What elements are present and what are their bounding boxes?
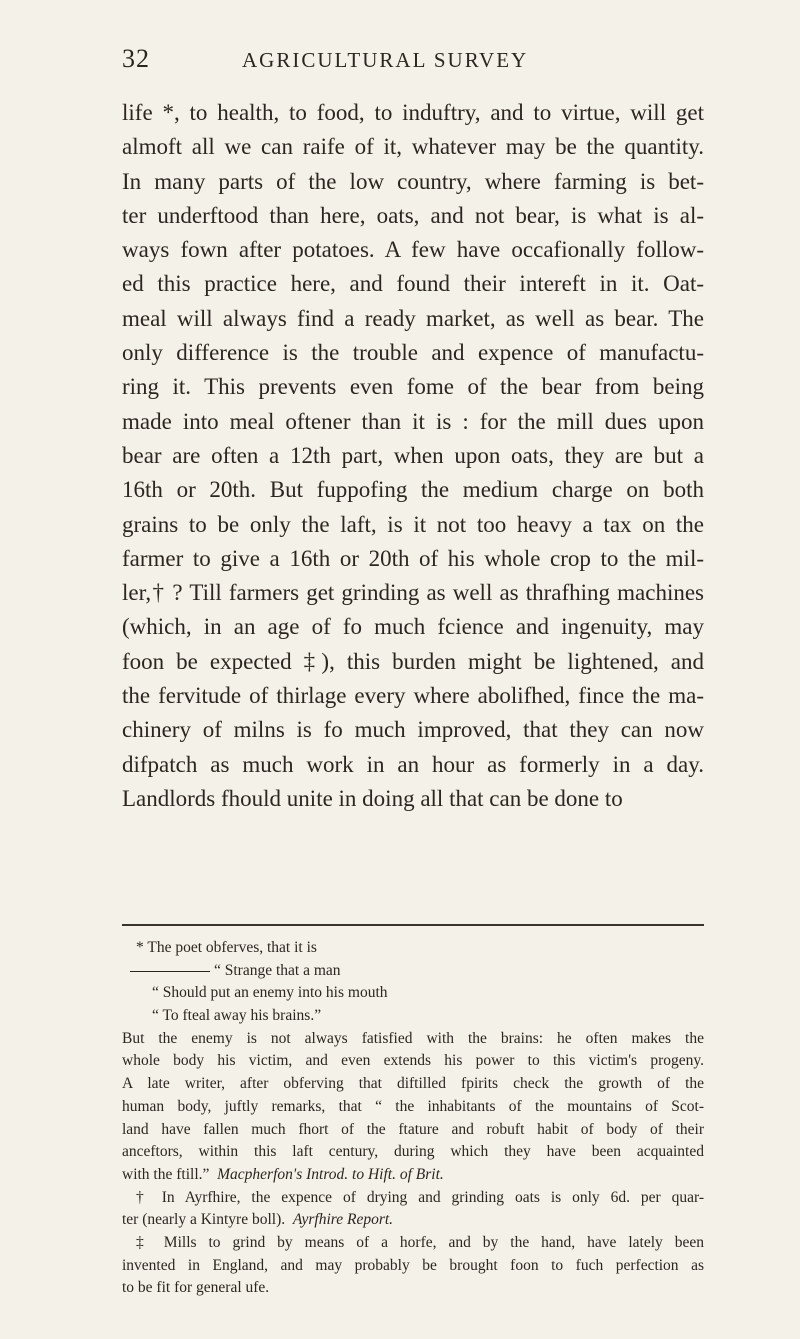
text-line: ways fown after potatoes. A few have occafionally follow- bbox=[122, 237, 704, 263]
footnote-line: to be fit for general ufe. bbox=[122, 1279, 270, 1297]
text-line: almoft all we can raife of it, whatever may be the quantity. bbox=[122, 134, 704, 160]
footnote-line: But the enemy is not always fatisfied with the brains: he often makes the bbox=[122, 1029, 704, 1047]
text-line: the fervitude of thirlage every where abolifhed, fince the ma- bbox=[122, 683, 704, 709]
em-dash-rule bbox=[130, 971, 210, 972]
text-line: meal will always find a ready market, as well as bear. The bbox=[122, 305, 704, 331]
running-title: AGRICULTURAL SURVEY bbox=[242, 48, 529, 72]
footnote-line bbox=[122, 1164, 704, 1187]
text-line: life *, to health, to food, to induftry, and to virtue, will get bbox=[122, 100, 704, 125]
footnote-divider bbox=[122, 924, 704, 926]
footnotes bbox=[122, 937, 704, 1300]
footnote-line: * The poet obferves, that it is bbox=[136, 939, 317, 956]
verse-text: “ Strange that a man bbox=[214, 961, 341, 979]
footnote-line: whole body his victim, and even extends his power to this victim's progeny. bbox=[122, 1052, 704, 1070]
footnote-line bbox=[122, 1209, 704, 1232]
footnote-text: with the ftill.” bbox=[122, 1165, 210, 1183]
text-line: ring it. This prevents even fome of the bear from being bbox=[122, 374, 704, 400]
text-line: farmer to give a 16th or 20th of his whole crop to the mil- bbox=[122, 545, 704, 571]
text-line: ed this practice here, and found their intereft in it. Oat- bbox=[122, 271, 704, 297]
text-line: only difference is the trouble and expence of manufactu- bbox=[122, 340, 704, 366]
footnote-source: Ayrfhire Report. bbox=[292, 1211, 394, 1229]
text-line: made into meal oftener than it is : for the mill dues upon bbox=[122, 408, 704, 434]
text-line: Landlords fhould unite in doing all that can be done to bbox=[122, 785, 623, 811]
footnote-line: human body, juftly remarks, that “ the inhabitants of the mountains of Scot- bbox=[122, 1097, 704, 1115]
verse-line bbox=[122, 960, 704, 983]
main-text bbox=[122, 96, 704, 816]
page-header bbox=[122, 44, 702, 74]
footnote-line: anceftors, within this laft century, during which they have been acquainted bbox=[122, 1143, 704, 1161]
footnote-text: ter (nearly a Kintyre boll). bbox=[122, 1211, 286, 1229]
footnote-line: land have fallen much fhort of the ftature and robuft habit of body of their bbox=[122, 1120, 704, 1138]
text-line: bear are often a 12th part, when upon oats, they are but a bbox=[122, 442, 704, 468]
text-line: 16th or 20th. But fuppofing the medium charge on both bbox=[122, 477, 704, 503]
footnote-line: A late writer, after obferving that diftilled fpirits check the growth of the bbox=[122, 1075, 704, 1093]
verse-line: “ To fteal away his brains.” bbox=[152, 1007, 322, 1025]
text-line: foon be expected ‡), this burden might be lightened, and bbox=[122, 648, 704, 674]
footnote-line: ‡ Mills to grind by means of a horfe, and by the hand, have lately been bbox=[136, 1233, 704, 1251]
text-line: ter underftood than here, oats, and not bear, is what is al- bbox=[122, 202, 704, 228]
footnote-line: invented in England, and may probably be brought foon to fuch perfection as bbox=[122, 1256, 704, 1274]
text-line: In many parts of the low country, where farming is bet- bbox=[122, 168, 704, 194]
verse-line: “ Should put an enemy into his mouth bbox=[152, 984, 388, 1002]
page-number: 32 bbox=[122, 44, 150, 73]
text-line: chinery of milns is fo much improved, that they can now bbox=[122, 717, 704, 743]
footnote-source: Macpherfon's Introd. to Hift. of Brit. bbox=[217, 1165, 444, 1183]
text-line: (which, in an age of fo much fcience and ingenuity, may bbox=[122, 614, 704, 640]
footnote-line: † In Ayrfhire, the expence of drying and grinding oats is only 6d. per quar- bbox=[136, 1188, 704, 1206]
text-line: difpatch as much work in an hour as formerly in a day. bbox=[122, 751, 704, 777]
text-line: ler,† ? Till farmers get grinding as well as thrafhing machines bbox=[122, 580, 704, 606]
text-line: grains to be only the laft, is it not too heavy a tax on the bbox=[122, 511, 704, 537]
